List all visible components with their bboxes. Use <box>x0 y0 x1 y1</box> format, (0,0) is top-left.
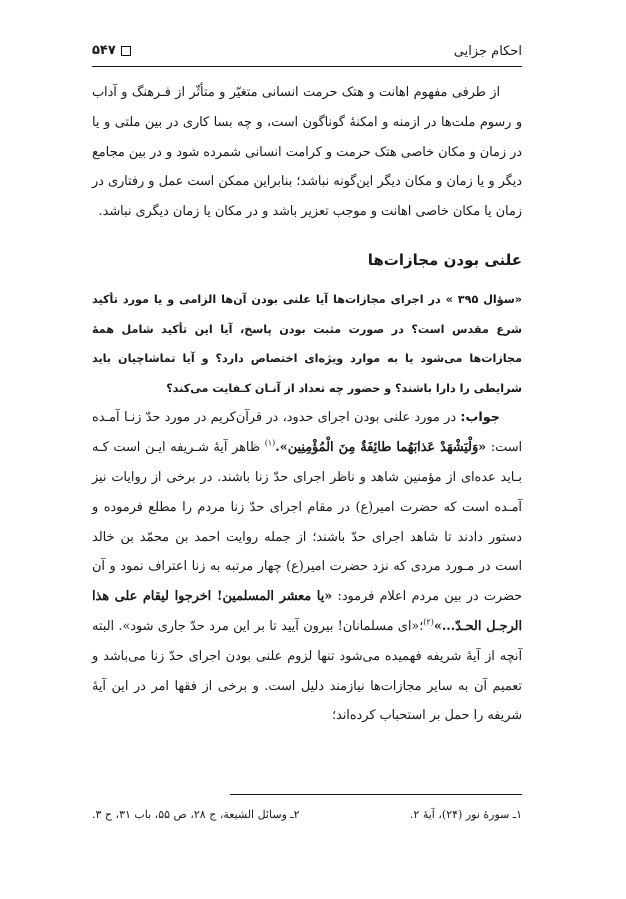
quran-verse: «وَلْيَشْهَدْ عَذابَهُما طائِفَةٌ مِنَ الْمُؤْمِنِين». <box>275 440 487 456</box>
question-paragraph: «سؤال ۳۹۵ » در اجرای مجازات‌ها آیا علنی بودن آن‌ها الزامی و یا مورد تأکید شرع مقدس است؟ در صورت مثبت بودن پاسخ، آیا این تأکید شامل همۀ مجازات‌ها می‌شود یا به موارد ویژه‌ای اختصاص دارد؟ و آیا تماشاچیان باید شرایطی را دارا باشند؟ و حضور چه تعداد از آنـان کـفایت می‌کند؟ <box>92 292 522 395</box>
running-title: احکام جزایی <box>453 44 522 59</box>
header-divider <box>92 66 522 67</box>
footnote-2: ۲ـ وسائل الشیعة، ج ۲۸، ص ۵۵، باب ۳۱، ح ۳. <box>92 808 300 821</box>
page-header <box>92 40 522 66</box>
answer-label: جواب: <box>460 410 501 426</box>
page-number: ۵۴۷ <box>92 43 116 58</box>
answer-text-1: در مورد علنی بودن اجرای حدود، در قرآن‌کریم در مورد حدّ زنـا آمـده است: <box>92 410 522 456</box>
footnotes <box>92 808 522 828</box>
square-ornament-icon <box>121 46 131 56</box>
footnote-divider <box>230 794 522 795</box>
answer-text-3: ؛«ای مسلمانان! بیرون آیید تا بر این مرد حدّ جاری شود». البته آنچه از آیۀ شریفه فهمیده می‌شود تنها لزوم علنی بودن اجرای حدّ زنا می‌باشد و تعمیم آن به سایر مجازات‌ها نیازمند دلیل است. و برخی از فقها امر در این آیۀ شریفه را حمل بر استحباب کرده‌اند؛ <box>92 618 522 724</box>
intro-paragraph: از طرفی مفهوم اهانت و هتک حرمت انسانی متغیّر و متأثّر از فـرهنگ و آداب و رسوم ملت‌ها در ازمنه و امکنۀ گوناگون است، و چه بسا کاری در بین ملتی و یا در زمان و مکان خاصی هتک حرمت و کرامت انسانی شمرده شود و در بین مجامع دیگر و یا زمان و مکان دیگر این‌گونه نباشد؛ بنابراین ممکن است عمل و رفتاری در زمان یا مکان خاصی اهانت و موجب تعزیر باشد و در مکان یا زمان دیگری نباشد. <box>92 85 522 220</box>
footnote-ref-1: (۱) <box>264 438 276 448</box>
arabic-quote: «یا معشر المسلمین! اخرجوا لیقام علی هذا الرجـل الحـدّ...» <box>92 589 522 634</box>
footnote-1: ۱ـ سورۀ نور (۲۴)، آیۀ ۲. <box>409 808 522 821</box>
page-number-block <box>92 43 131 58</box>
footnote-ref-2: (۲) <box>423 617 434 627</box>
page-body <box>92 78 522 731</box>
section-heading: علنی بودن مجازات‌ها <box>367 250 522 269</box>
answer-paragraph <box>92 403 522 731</box>
answer-text-2: ظاهر آیۀ شـریفه ایـن است کـه بـاید عده‌ای از مؤمنین شاهد و ناظر اجرای حدّ زنا باشند. در برخی از روایات نیز آمـده است که حضرت امیر(ع) در مقام اجرای حدّ زنا مردم را مطلع فرموده و دستور دادند تا شاهد اجرای حدّ باشند؛ از جمله روایت احمد بن محمّد بن خالد است در مـورد مردی که نزد حضرت امیر(ع) چهار مرتبه به زنا اعتراف نمود و آن حضرت در بین مردم اعلام فرمود: <box>92 440 522 605</box>
